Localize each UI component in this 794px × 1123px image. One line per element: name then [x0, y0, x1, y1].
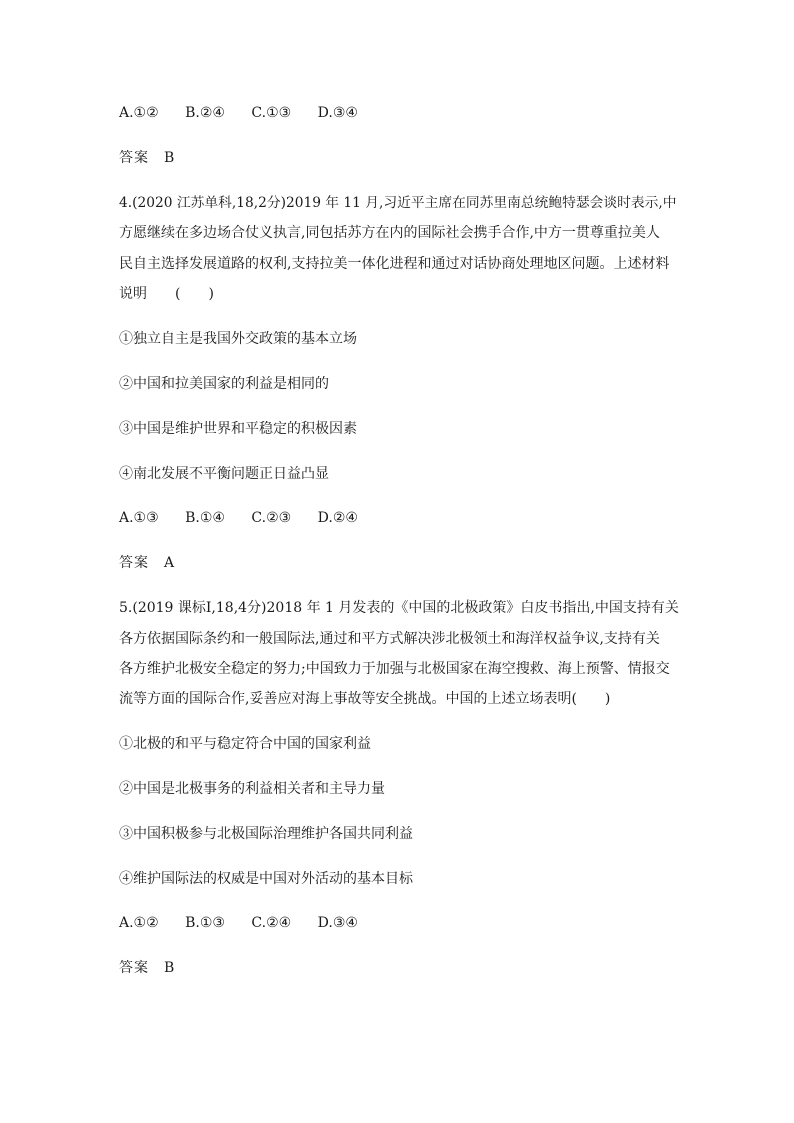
- q5-stem-line-3: 各方维护北极安全稳定的努力;中国致力于加强与北极国家在海空搜救、海上预警、情报交: [119, 661, 670, 677]
- q4-choice-a: A.①③: [119, 510, 159, 526]
- q4-stem-line-1: 4.(2020 江苏单科,18,2分)2019 年 11 月,习近平主席在同苏里南总统鲍特瑟会谈时表示,中: [119, 195, 677, 211]
- q4-choice-b: B.①④: [185, 510, 225, 526]
- q4-option-1: ①独立自主是我国外交政策的基本立场: [119, 331, 357, 347]
- q3-choice-c: C.①③: [251, 105, 292, 121]
- q5-stem-line-4: 流等方面的国际合作,妥善应对海上事故等安全挑战。中国的上述立场表明( ): [119, 691, 611, 707]
- q5-choice-a: A.①②: [119, 915, 159, 931]
- q5-stem-line-2: 各方依据国际条约和一般国际法,通过和平方式解决涉北极领土和海洋权益争议,支持有关: [119, 631, 660, 647]
- q4-option-3: ③中国是维护世界和平稳定的积极因素: [119, 421, 357, 437]
- q4-option-4: ④南北发展不平衡问题正日益凸显: [119, 466, 329, 482]
- q5-option-4: ④维护国际法的权威是中国对外活动的基本目标: [119, 871, 413, 887]
- q3-choice-b: B.②④: [185, 105, 225, 121]
- q4-choice-d: D.②④: [317, 510, 358, 526]
- q5-option-3: ③中国积极参与北极国际治理维护各国共同利益: [119, 826, 413, 842]
- q3-answer: 答案 B: [119, 150, 176, 166]
- q5-choice-b: B.①③: [185, 915, 225, 931]
- q5-choice-d: D.③④: [317, 915, 358, 931]
- q4-option-2: ②中国和拉美国家的利益是相同的: [119, 376, 329, 392]
- q4-stem-line-2: 方愿继续在多边场合仗义执言,同包括苏方在内的国际社会携手合作,中方一贯尊重拉美人: [119, 225, 660, 241]
- q5-choice-c: C.②④: [251, 915, 292, 931]
- q4-answer: 答案 A: [119, 555, 176, 571]
- q3-choice-d: D.③④: [317, 105, 358, 121]
- q4-choices: [119, 509, 679, 527]
- q5-option-2: ②中国是北极事务的利益相关者和主导力量: [119, 781, 385, 797]
- q4-choice-c: C.②③: [251, 510, 292, 526]
- q3-choice-a: A.①②: [119, 105, 159, 121]
- q4-stem-line-3: 民自主选择发展道路的权利,支持拉美一体化进程和通过对话协商处理地区问题。上述材料: [119, 256, 670, 272]
- q3-choices: [119, 104, 679, 122]
- q5-choices: [119, 914, 679, 932]
- q5-answer: 答案 B: [119, 960, 176, 976]
- q4-stem-line-4: 说明 ( ): [119, 286, 214, 302]
- q5-stem-line-1: 5.(2019 课标Ⅰ,18,4分)2018 年 1 月发表的《中国的北极政策》白皮书指出,中国支持有关: [119, 600, 679, 616]
- q5-option-1: ①北极的和平与稳定符合中国的国家利益: [119, 736, 371, 752]
